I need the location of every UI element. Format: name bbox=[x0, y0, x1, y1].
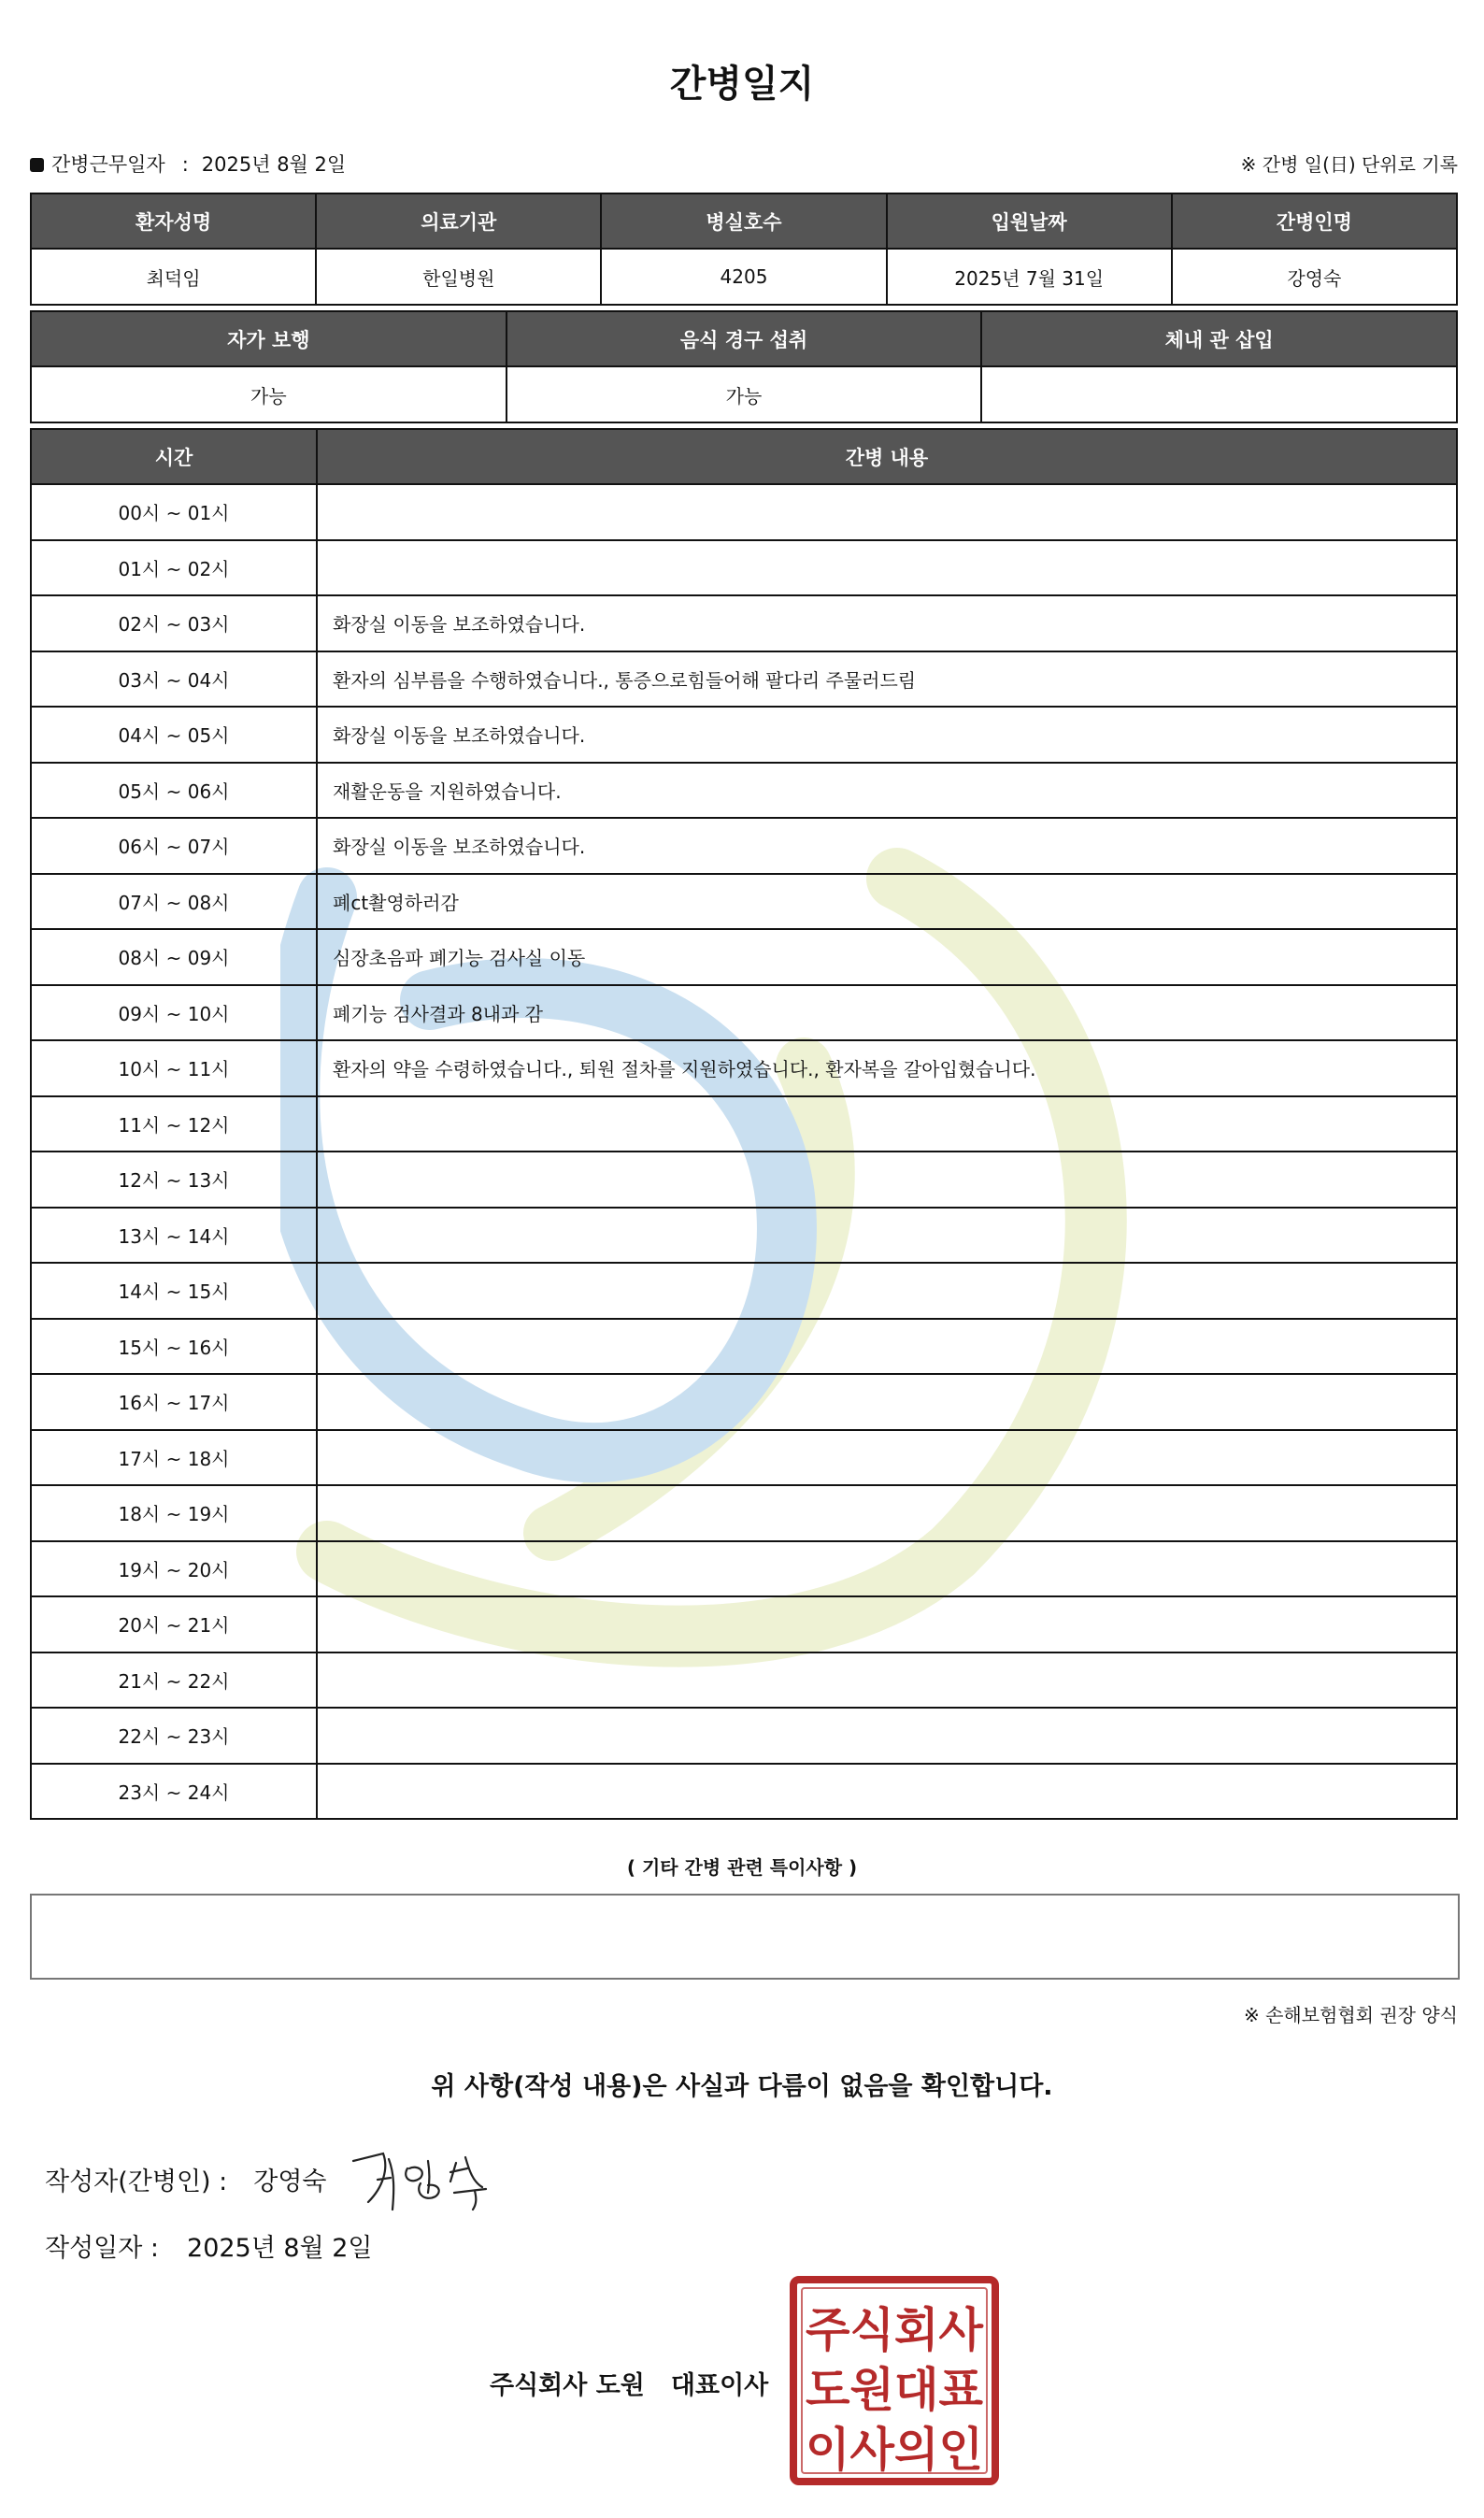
care-row bbox=[31, 1040, 1457, 1096]
care-header-row bbox=[31, 429, 1457, 484]
care-time-cell: 21시 ~ 22시 bbox=[31, 1652, 317, 1709]
work-date-separator: : bbox=[181, 153, 189, 176]
care-time-cell: 18시 ~ 19시 bbox=[31, 1485, 317, 1541]
written-date-label: 작성일자 : bbox=[45, 2234, 160, 2263]
care-row bbox=[31, 874, 1457, 930]
written-date-value: 2025년 8월 2일 bbox=[187, 2234, 373, 2263]
remarks-box bbox=[30, 1894, 1460, 1980]
work-date-label: 간병근무일자 bbox=[51, 153, 165, 176]
care-content-cell: 화장실 이동을 보조하였습니다. bbox=[317, 707, 1457, 763]
care-row bbox=[31, 595, 1457, 651]
care-content-cell: 폐기능 검사결과 8내과 감 bbox=[317, 985, 1457, 1041]
care-content-cell: 환자의 약을 수령하였습니다., 퇴원 절차를 지원하였습니다., 환자복을 갈아입혔습니다. bbox=[317, 1040, 1457, 1096]
care-content-cell: 심장초음파 폐기능 검사실 이동 bbox=[317, 929, 1457, 985]
care-time-cell: 13시 ~ 14시 bbox=[31, 1208, 317, 1264]
care-content-cell: 화장실 이동을 보조하였습니다. bbox=[317, 818, 1457, 874]
care-content-cell: 재활운동을 지원하였습니다. bbox=[317, 763, 1457, 819]
care-time-cell: 02시 ~ 03시 bbox=[31, 595, 317, 651]
care-content-cell bbox=[317, 1263, 1457, 1319]
care-time-cell: 04시 ~ 05시 bbox=[31, 707, 317, 763]
room-number: 4205 bbox=[601, 249, 886, 305]
care-row bbox=[31, 1764, 1457, 1820]
care-content-cell bbox=[317, 1764, 1457, 1820]
header-patient-name: 환자성명 bbox=[31, 193, 316, 249]
care-row bbox=[31, 707, 1457, 763]
care-time-cell: 00시 ~ 01시 bbox=[31, 484, 317, 540]
care-time-cell: 05시 ~ 06시 bbox=[31, 763, 317, 819]
company-seal-stamp bbox=[789, 2275, 1000, 2486]
header-room-number: 병실호수 bbox=[601, 193, 886, 249]
representative-title: 대표이사 bbox=[670, 2371, 769, 2400]
header-tube-insertion: 체내 관 삽입 bbox=[981, 311, 1457, 366]
care-time-cell: 11시 ~ 12시 bbox=[31, 1096, 317, 1152]
care-time-cell: 20시 ~ 21시 bbox=[31, 1596, 317, 1652]
handwritten-signature bbox=[346, 2140, 523, 2215]
form-source-note: ※ 손해보험협회 권장 양식 bbox=[1243, 2004, 1458, 2026]
care-content-cell bbox=[317, 1152, 1457, 1208]
page-title: 간병일지 bbox=[669, 63, 815, 106]
writer-label: 작성자(간병인) : bbox=[45, 2167, 228, 2196]
status-value-row bbox=[31, 366, 1457, 422]
care-row bbox=[31, 1374, 1457, 1430]
care-row bbox=[31, 985, 1457, 1041]
care-row bbox=[31, 1708, 1457, 1764]
writer-name: 강영숙 bbox=[253, 2167, 327, 2196]
care-row bbox=[31, 484, 1457, 540]
care-content-cell bbox=[317, 484, 1457, 540]
care-time-cell: 22시 ~ 23시 bbox=[31, 1708, 317, 1764]
care-time-cell: 03시 ~ 04시 bbox=[31, 651, 317, 708]
svg-text:주식회사: 주식회사 bbox=[806, 2303, 984, 2357]
care-row bbox=[31, 1096, 1457, 1152]
header-oral-intake: 음식 경구 섭취 bbox=[507, 311, 982, 366]
header-hospital: 의료기관 bbox=[316, 193, 601, 249]
care-time-cell: 12시 ~ 13시 bbox=[31, 1152, 317, 1208]
care-time-cell: 09시 ~ 10시 bbox=[31, 985, 317, 1041]
care-row bbox=[31, 1319, 1457, 1375]
care-time-cell: 23시 ~ 24시 bbox=[31, 1764, 317, 1820]
header-care-content: 간병 내용 bbox=[317, 429, 1457, 484]
care-content-cell bbox=[317, 1596, 1457, 1652]
patient-info-value-row bbox=[31, 249, 1457, 305]
care-time-cell: 10시 ~ 11시 bbox=[31, 1040, 317, 1096]
svg-text:이사의인: 이사의인 bbox=[806, 2423, 983, 2477]
care-row bbox=[31, 1485, 1457, 1541]
care-time-cell: 19시 ~ 20시 bbox=[31, 1541, 317, 1597]
care-content-cell bbox=[317, 1485, 1457, 1541]
svg-text:도원대표: 도원대표 bbox=[806, 2363, 984, 2417]
work-date-row bbox=[30, 150, 346, 178]
company-signature-line bbox=[490, 2365, 768, 2401]
care-time-cell: 06시 ~ 07시 bbox=[31, 818, 317, 874]
tube-insertion-value bbox=[981, 366, 1457, 422]
care-row bbox=[31, 1152, 1457, 1208]
patient-info-header-row bbox=[31, 193, 1457, 249]
care-row bbox=[31, 1430, 1457, 1486]
header-self-walking: 자가 보행 bbox=[31, 311, 507, 366]
patient-name: 최덕임 bbox=[31, 249, 316, 305]
hospital-name: 한일병원 bbox=[316, 249, 601, 305]
care-row bbox=[31, 1208, 1457, 1264]
care-time-cell: 15시 ~ 16시 bbox=[31, 1319, 317, 1375]
care-content-cell bbox=[317, 1374, 1457, 1430]
header-caregiver-name: 간병인명 bbox=[1172, 193, 1457, 249]
care-row bbox=[31, 1652, 1457, 1709]
care-content-cell: 환자의 심부름을 수행하였습니다., 통증으로힘들어해 팔다리 주물러드림 bbox=[317, 651, 1457, 708]
hourly-care-table bbox=[30, 428, 1458, 1820]
caregiver-name: 강영숙 bbox=[1172, 249, 1457, 305]
care-content-cell bbox=[317, 1208, 1457, 1264]
care-row bbox=[31, 1596, 1457, 1652]
written-date-row bbox=[45, 2227, 373, 2264]
record-unit-note: ※ 간병 일(日) 단위로 기록 bbox=[1240, 153, 1458, 176]
header-time: 시간 bbox=[31, 429, 317, 484]
admission-date: 2025년 7월 31일 bbox=[887, 249, 1172, 305]
care-content-cell bbox=[317, 1319, 1457, 1375]
bullet-square-icon bbox=[30, 158, 44, 172]
care-content-cell bbox=[317, 540, 1457, 596]
confirmation-statement: 위 사항(작성 내용)은 사실과 다름이 없음을 확인합니다. bbox=[431, 2072, 1053, 2101]
care-time-cell: 07시 ~ 08시 bbox=[31, 874, 317, 930]
care-content-cell: 폐ct촬영하러감 bbox=[317, 874, 1457, 930]
header-admission-date: 입원날짜 bbox=[887, 193, 1172, 249]
care-content-cell bbox=[317, 1708, 1457, 1764]
care-row bbox=[31, 651, 1457, 708]
care-time-cell: 17시 ~ 18시 bbox=[31, 1430, 317, 1486]
care-row bbox=[31, 763, 1457, 819]
work-date-value: 2025년 8월 2일 bbox=[201, 153, 347, 176]
care-content-cell bbox=[317, 1652, 1457, 1709]
writer-row bbox=[45, 2161, 327, 2197]
care-time-cell: 14시 ~ 15시 bbox=[31, 1263, 317, 1319]
patient-info-table bbox=[30, 193, 1458, 306]
care-content-cell: 화장실 이동을 보조하였습니다. bbox=[317, 595, 1457, 651]
care-row bbox=[31, 1263, 1457, 1319]
care-content-cell bbox=[317, 1096, 1457, 1152]
self-walking-value: 가능 bbox=[31, 366, 507, 422]
remarks-title: ( 기타 간병 관련 특이사항 ) bbox=[626, 1856, 858, 1879]
company-name: 주식회사 도원 bbox=[490, 2371, 645, 2400]
oral-intake-value: 가능 bbox=[507, 366, 982, 422]
status-header-row bbox=[31, 311, 1457, 366]
care-content-cell bbox=[317, 1430, 1457, 1486]
care-row bbox=[31, 540, 1457, 596]
care-row bbox=[31, 1541, 1457, 1597]
care-time-cell: 16시 ~ 17시 bbox=[31, 1374, 317, 1430]
care-time-cell: 08시 ~ 09시 bbox=[31, 929, 317, 985]
care-row bbox=[31, 929, 1457, 985]
patient-status-table bbox=[30, 310, 1458, 423]
care-row bbox=[31, 818, 1457, 874]
care-content-cell bbox=[317, 1541, 1457, 1597]
care-time-cell: 01시 ~ 02시 bbox=[31, 540, 317, 596]
care-table-body bbox=[31, 484, 1457, 1819]
